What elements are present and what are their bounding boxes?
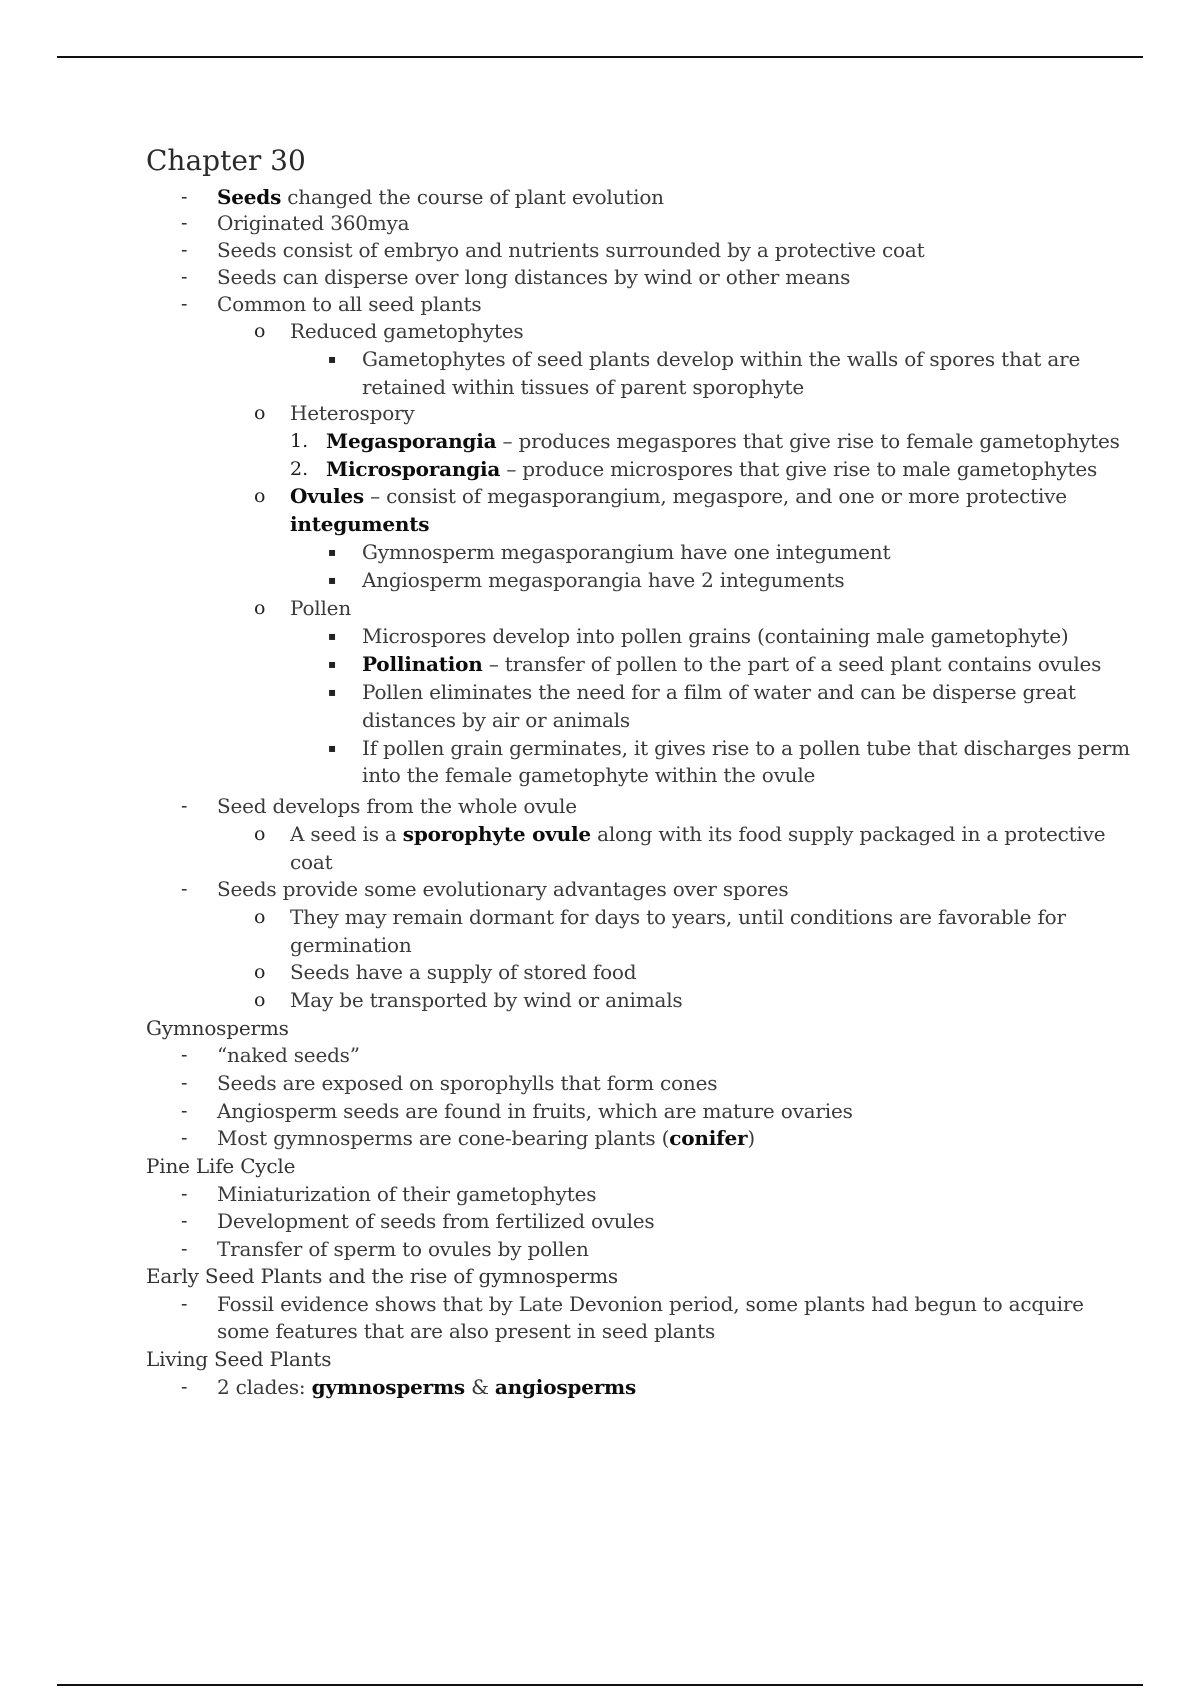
list-item: Seeds changed the course of plant evolution: [217, 185, 664, 209]
term: angiosperms: [494, 1375, 637, 1399]
list-item: 2 clades: gymnosperms & angiosperms: [217, 1375, 637, 1399]
term: Microsporangia: [326, 457, 501, 481]
list-item: Microsporangia – produce microspores that give rise to male gametophytes: [326, 457, 1098, 481]
square-bullet: ▪: [328, 629, 337, 643]
top-rule: [57, 56, 1143, 58]
term: conifer: [669, 1126, 748, 1150]
square-bullet: ▪: [328, 352, 337, 366]
section-heading-early-seed-plants: Early Seed Plants and the rise of gymnosperms: [146, 1264, 618, 1288]
list-item-continuation: into the female gametophyte within the ovule: [362, 763, 816, 787]
list-item: Angiosperm seeds are found in fruits, which are mature ovaries: [217, 1099, 853, 1123]
list-item: May be transported by wind or animals: [290, 988, 683, 1012]
number-2: 2.: [290, 458, 309, 480]
bottom-rule: [57, 1684, 1143, 1686]
list-item: Gametophytes of seed plants develop within the walls of spores that are: [362, 347, 1081, 371]
list-item: Development of seeds from fertilized ovules: [217, 1209, 655, 1233]
dash-bullet: -: [181, 1376, 188, 1398]
list-item-continuation: germination: [290, 933, 412, 957]
list-item: “naked seeds”: [217, 1043, 360, 1067]
number-1: 1.: [290, 430, 309, 452]
dash-bullet: -: [181, 1072, 188, 1094]
dash-bullet: -: [181, 186, 188, 208]
list-item: Seeds provide some evolutionary advantages over spores: [217, 877, 789, 901]
circle-bullet: o: [254, 485, 266, 507]
dash-bullet: -: [181, 1100, 188, 1122]
list-item-continuation: [290, 511, 429, 537]
list-item: Seeds have a supply of stored food: [290, 960, 637, 984]
list-item: Fossil evidence shows that by Late Devonion period, some plants had begun to acquire: [217, 1292, 1084, 1316]
dash-bullet: -: [181, 1044, 188, 1066]
term: Ovules: [290, 484, 364, 508]
list-item-continuation: some features that are also present in seed plants: [217, 1319, 716, 1343]
square-bullet: ▪: [328, 573, 337, 587]
list-item: Gymnosperm megasporangium have one integument: [362, 540, 891, 564]
term: Pollination: [362, 652, 483, 676]
term: sporophyte ovule: [402, 822, 591, 846]
circle-bullet: o: [254, 402, 266, 424]
list-item-continuation: retained within tissues of parent sporophyte: [362, 375, 804, 399]
list-item: Seeds consist of embryo and nutrients surrounded by a protective coat: [217, 238, 925, 262]
dash-bullet: -: [181, 878, 188, 900]
list-item-continuation: coat: [290, 850, 333, 874]
dash-bullet: -: [181, 1238, 188, 1260]
square-bullet: ▪: [328, 741, 337, 755]
dash-bullet: -: [181, 266, 188, 288]
dash-bullet: -: [181, 1183, 188, 1205]
list-item: If pollen grain germinates, it gives rise to a pollen tube that discharges perm: [362, 736, 1130, 760]
list-item: Miniaturization of their gametophytes: [217, 1182, 597, 1206]
square-bullet: ▪: [328, 685, 337, 699]
dash-bullet: -: [181, 293, 188, 315]
circle-bullet: o: [254, 906, 266, 928]
term: Megasporangia: [326, 429, 497, 453]
circle-bullet: o: [254, 989, 266, 1011]
list-item: Angiosperm megasporangia have 2 integuments: [362, 568, 845, 592]
section-heading-gymnosperms: Gymnosperms: [146, 1016, 289, 1040]
list-item-continuation: distances by air or animals: [362, 708, 630, 732]
dash-bullet: -: [181, 212, 188, 234]
list-item: Ovules – consist of megasporangium, megaspore, and one or more protective: [290, 484, 1067, 508]
list-item: Common to all seed plants: [217, 292, 482, 316]
dash-bullet: -: [181, 1293, 188, 1315]
circle-bullet: o: [254, 961, 266, 983]
list-item: Heterospory: [290, 401, 415, 425]
list-item: Seeds are exposed on sporophylls that form cones: [217, 1071, 718, 1095]
section-heading-pine-life-cycle: Pine Life Cycle: [146, 1154, 296, 1178]
page-title: Chapter 30: [146, 144, 306, 177]
list-item: Originated 360mya: [217, 211, 410, 235]
section-heading-living-seed-plants: Living Seed Plants: [146, 1347, 332, 1371]
list-item: They may remain dormant for days to years, until conditions are favorable for: [290, 905, 1066, 929]
circle-bullet: o: [254, 823, 266, 845]
list-item: Seed develops from the whole ovule: [217, 794, 577, 818]
list-item: Pollen: [290, 596, 351, 620]
square-bullet: ▪: [328, 545, 337, 559]
dash-bullet: -: [181, 1127, 188, 1149]
list-item: Pollination – transfer of pollen to the part of a seed plant contains ovules: [362, 652, 1102, 676]
list-item: A seed is a sporophyte ovule along with its food supply packaged in a protective: [290, 822, 1106, 846]
dash-bullet: -: [181, 1210, 188, 1232]
list-item: Pollen eliminates the need for a film of water and can be disperse great: [362, 680, 1076, 704]
term: Seeds: [217, 185, 282, 209]
list-item: Megasporangia – produces megaspores that give rise to female gametophytes: [326, 429, 1120, 453]
circle-bullet: o: [254, 597, 266, 619]
term: gymnosperms: [311, 1375, 465, 1399]
dash-bullet: -: [181, 239, 188, 261]
term: integuments: [290, 512, 430, 536]
square-bullet: ▪: [328, 657, 337, 671]
list-item: Reduced gametophytes: [290, 319, 524, 343]
list-item: Most gymnosperms are cone-bearing plants (conifer): [217, 1126, 755, 1150]
circle-bullet: o: [254, 320, 266, 342]
list-item: Microspores develop into pollen grains (containing male gametophyte): [362, 624, 1069, 648]
list-item: Seeds can disperse over long distances by wind or other means: [217, 265, 851, 289]
dash-bullet: -: [181, 795, 188, 817]
list-item: Transfer of sperm to ovules by pollen: [217, 1237, 589, 1261]
